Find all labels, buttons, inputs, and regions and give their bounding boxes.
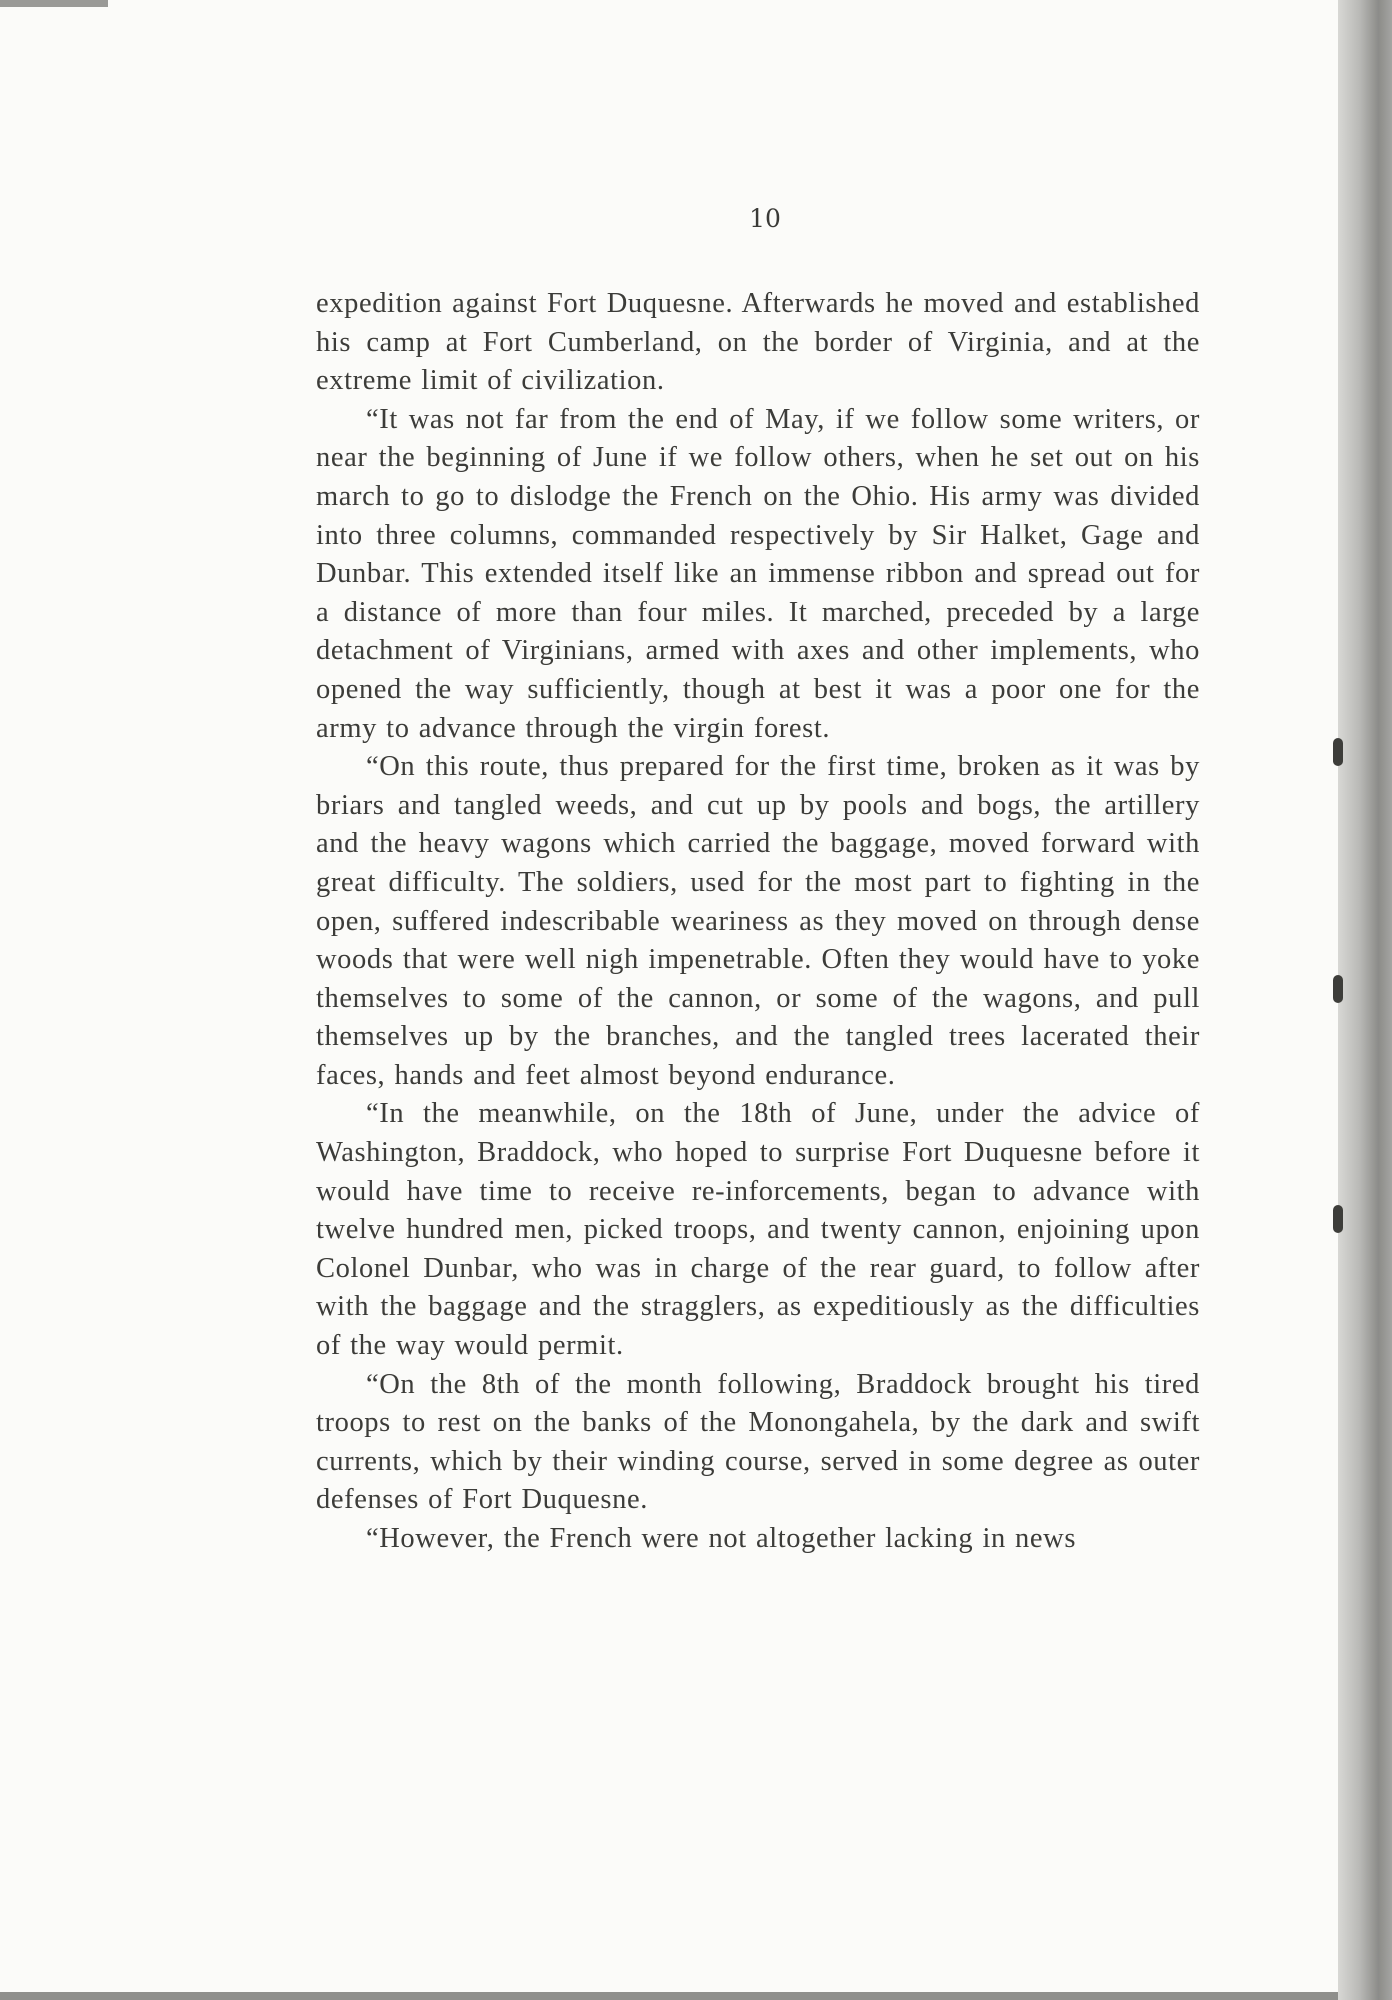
paragraph-6: “However, the French were not altogether lacking in news — [366, 1523, 1077, 1554]
paragraph-2: “It was not far from the end of May, if we follow some writers, or near the beginning of June if we follow others, when he set out on his march to go to dislodge the French on the Ohio. His army was divided into three columns, commanded respectively by Sir Halket, Gage and Dunbar. This extended itself like an immense ribbon and spread out for a distance of more than four miles. It marched, preceded by a large detachment of Virginians, armed with axes and other implements, who opened the way sufficiently, though at best it was a poor one for the army to advance through the virgin forest. — [316, 403, 1200, 744]
paragraph-1: expedition against Fort Duquesne. Afterwards he moved and established his camp at Fort Cumberland, on the border of Virginia, and at the extreme limit of civilization. — [316, 288, 1200, 397]
scan-corner-mark — [0, 0, 108, 7]
binding-hole-mark — [1333, 738, 1343, 766]
paragraph-5: “On the 8th of the month following, Braddock brought his tired troops to rest on the banks of the Monongahela, by the dark and swift currents, which by their winding course, served in some degree as outer defenses of Fort Duquesne. — [316, 1368, 1200, 1516]
page-edge-shadow — [1338, 0, 1392, 2000]
paragraph-3: “On this route, thus prepared for the first time, broken as it was by briars and tangled weeds, and cut up by pools and bogs, the artillery and the heavy wagons which carried the baggage, moved forward with great difficulty. The soldiers, used for the most part to fighting in the open, suffered indescribable weariness as they moved on through dense woods that were well nigh impenetrable. Often they would have to yoke themselves to some of the cannon, or some of the wagons, and pull themselves up by the branches, and the tangled trees lacerated their faces, hands and feet almost beyond endurance. — [316, 751, 1200, 1091]
binding-hole-mark — [1333, 975, 1343, 1003]
binding-hole-mark — [1333, 1205, 1343, 1233]
body-text — [316, 285, 1200, 1559]
paragraph-4: “In the meanwhile, on the 18th of June, under the advice of Washington, Braddock, who hoped to surprise Fort Duquesne before it would have time to receive re-inforcements, began to advance with twelve hundred men, picked troops, and twenty cannon, enjoining upon Colonel Dunbar, who was in charge of the rear guard, to follow after with the baggage and the stragglers, as expeditiously as the difficulties of the way would permit. — [316, 1098, 1200, 1362]
page-bottom-edge — [0, 1992, 1338, 2000]
page-number: 10 — [749, 204, 781, 233]
